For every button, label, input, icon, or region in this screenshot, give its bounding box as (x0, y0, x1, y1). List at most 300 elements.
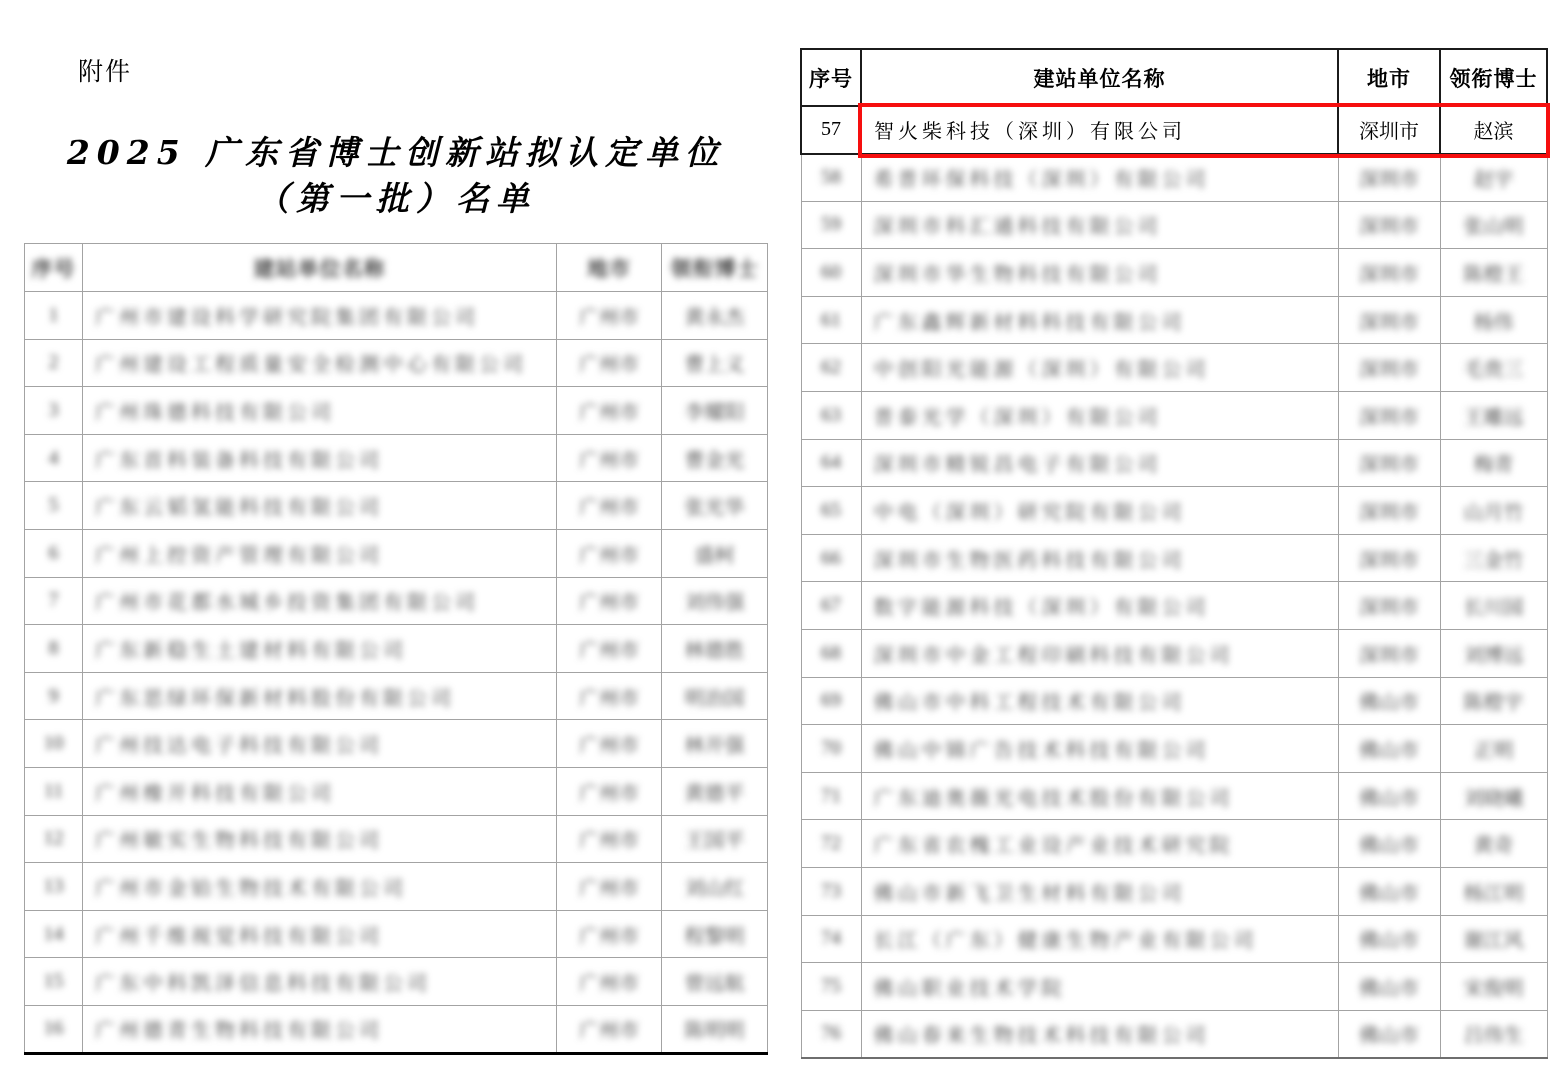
cell-doctor-text: 黄德平 (684, 782, 745, 805)
cell-city-text: 佛山市 (1359, 692, 1419, 715)
cell-no-text: 8 (48, 636, 59, 659)
table-row (801, 249, 1547, 297)
cell-name (861, 392, 1338, 440)
cell-city-text: 佛山市 (1359, 740, 1419, 763)
left-table-header-row (25, 244, 768, 292)
cell-doctor (662, 292, 768, 340)
cell-no (801, 820, 861, 868)
cell-city-text: 广州市 (579, 497, 639, 520)
cell-doctor (1440, 296, 1547, 344)
cell-no (25, 863, 83, 911)
cell-no (801, 344, 861, 392)
cell-city-text: 广州市 (579, 830, 639, 853)
cell-name (83, 815, 557, 863)
cell-name (861, 201, 1338, 249)
cell-no-text: 64 (821, 451, 841, 474)
cell-doctor-text: 王国平 (684, 830, 745, 853)
cell-doctor-text: 杨江明 (1463, 882, 1524, 905)
left-header-city: 地市 (557, 244, 662, 292)
cell-name (861, 772, 1338, 820)
cell-no (801, 154, 861, 202)
cell-name-text: 广东中科凯泽信息科技有限公司 (95, 973, 431, 996)
table-row (801, 439, 1547, 487)
cell-no (801, 725, 861, 773)
cell-no (801, 439, 861, 487)
left-header-unit-name: 建站单位名称 (83, 244, 557, 292)
cell-city-text: 佛山市 (1359, 882, 1419, 905)
cell-city (557, 387, 662, 435)
cell-name-text: 智火柴科技（深圳）有限公司 (874, 121, 1186, 144)
table-row (801, 582, 1547, 630)
cell-name (83, 910, 557, 958)
cell-name-text: 广州市金铂生物技术有限公司 (95, 877, 407, 900)
cell-name (861, 249, 1338, 297)
cell-city-text: 深圳市 (1359, 597, 1419, 620)
cell-name-text: 广东鑫辉新材料科技有限公司 (873, 311, 1186, 334)
cell-no (25, 482, 83, 530)
cell-doctor-text: 长川园 (1463, 597, 1524, 620)
cell-no (25, 529, 83, 577)
cell-name-text: 普泰光学（深圳）有限公司 (873, 406, 1162, 429)
cell-name-text: 广东迪奥薇光电技术股份有限公司 (873, 787, 1234, 810)
cell-doctor-text: 陈橙王 (1463, 264, 1524, 287)
cell-doctor-text: 曹上义 (684, 354, 745, 377)
cell-doctor-text: 林开强 (684, 735, 745, 758)
table-row (801, 1010, 1547, 1058)
cell-city-text: 广州市 (579, 1020, 639, 1043)
table-row (25, 863, 768, 911)
cell-city-text: 广州市 (579, 544, 639, 567)
cell-no (801, 630, 861, 678)
cell-city (1338, 487, 1440, 535)
cell-city-text: 广州市 (579, 449, 639, 472)
right-header-serial: 序号 (801, 49, 861, 106)
cell-city-text: 佛山市 (1359, 1025, 1419, 1048)
cell-no (25, 339, 83, 387)
cell-no-text: 1 (48, 303, 59, 326)
cell-doctor (1440, 201, 1547, 249)
cell-no (801, 963, 861, 1011)
cell-doctor-text: 陈橙宇 (1463, 692, 1524, 715)
table-row (801, 534, 1547, 582)
cell-city (1338, 963, 1440, 1011)
cell-city (1338, 677, 1440, 725)
cell-city-text: 深圳市 (1359, 121, 1419, 144)
cell-city (1338, 392, 1440, 440)
table-row (25, 815, 768, 863)
cell-city (1338, 772, 1440, 820)
cell-doctor (662, 720, 768, 768)
cell-no (801, 868, 861, 916)
cell-city (1338, 915, 1440, 963)
cell-city-text: 深圳市 (1359, 549, 1419, 572)
right-table-container (800, 48, 1546, 1059)
cell-city (557, 292, 662, 340)
cell-name-text: 佛山职业技术学院 (873, 977, 1066, 1000)
table-row (801, 725, 1547, 773)
cell-name-text: 广州橡开科技有限公司 (95, 782, 335, 805)
table-row (25, 1005, 768, 1053)
cell-doctor (1440, 582, 1547, 630)
cell-no (801, 582, 861, 630)
table-row (25, 577, 768, 625)
table-row (25, 292, 768, 340)
cell-no-text: 4 (48, 446, 59, 469)
cell-city-text: 广州市 (579, 401, 639, 424)
cell-no (801, 915, 861, 963)
cell-no (801, 487, 861, 535)
cell-doctor-text: 赵宇 (1473, 169, 1514, 192)
table-row (801, 820, 1547, 868)
document-title-line1: 2025 广东省博士创新站拟认定单位 (66, 133, 726, 172)
table-row (801, 868, 1547, 916)
cell-city-text: 广州市 (579, 782, 639, 805)
cell-name (861, 868, 1338, 916)
cell-doctor (662, 767, 768, 815)
cell-doctor (662, 482, 768, 530)
cell-name-text: 长江（广东）健康生物产业有限公司 (873, 930, 1258, 953)
right-table (800, 48, 1548, 1059)
cell-city-text: 广州市 (579, 592, 639, 615)
cell-no (25, 292, 83, 340)
cell-city (557, 672, 662, 720)
cell-name (861, 630, 1338, 678)
cell-doctor (662, 339, 768, 387)
cell-doctor-text: 吕伟生 (1463, 1025, 1524, 1048)
cell-city-text: 深圳市 (1359, 644, 1419, 667)
cell-city (557, 910, 662, 958)
cell-no-text: 74 (821, 927, 841, 950)
cell-name-text: 中创阳光能源（深圳）有限公司 (873, 359, 1210, 382)
cell-no-text: 58 (821, 166, 841, 189)
highlighted-row (801, 106, 1547, 154)
cell-city (1338, 249, 1440, 297)
cell-name (861, 534, 1338, 582)
table-row (801, 344, 1547, 392)
cell-city (1338, 820, 1440, 868)
cell-no (801, 296, 861, 344)
table-row (25, 720, 768, 768)
cell-no-text: 71 (821, 784, 841, 807)
cell-no (801, 106, 861, 154)
cell-city (557, 815, 662, 863)
table-row (25, 767, 768, 815)
cell-no (25, 720, 83, 768)
table-row (801, 487, 1547, 535)
cell-name-text: 佛山春来生物技术科技有限公司 (873, 1025, 1210, 1048)
cell-city-text: 深圳市 (1359, 216, 1419, 239)
cell-doctor-text: 赵滨 (1473, 121, 1514, 144)
table-row (25, 672, 768, 720)
cell-city-text: 广州市 (579, 354, 639, 377)
cell-name (83, 863, 557, 911)
cell-no-text: 62 (821, 356, 841, 379)
cell-city-text: 广州市 (579, 306, 639, 329)
cell-city-text: 佛山市 (1359, 977, 1419, 1000)
cell-no (25, 910, 83, 958)
cell-name (861, 344, 1338, 392)
cell-name (861, 1010, 1338, 1058)
cell-doctor-text: 杨伟 (1473, 311, 1514, 334)
cell-doctor (662, 387, 768, 435)
cell-doctor-text: 刘博远 (1463, 644, 1524, 667)
cell-name (83, 720, 557, 768)
cell-city-text: 深圳市 (1359, 264, 1419, 287)
cell-no-text: 73 (821, 879, 841, 902)
cell-name-text: 深圳市生物医药科技有限公司 (873, 549, 1186, 572)
cell-doctor (662, 529, 768, 577)
cell-name (861, 296, 1338, 344)
cell-name (861, 582, 1338, 630)
cell-doctor (1440, 392, 1547, 440)
cell-no-text: 6 (48, 541, 59, 564)
cell-no-text: 67 (821, 594, 841, 617)
cell-no (25, 815, 83, 863)
cell-doctor (1440, 534, 1547, 582)
right-header-city: 地市 (1338, 49, 1440, 106)
cell-no-text: 75 (821, 974, 841, 997)
cell-no (801, 249, 861, 297)
cell-city (1338, 868, 1440, 916)
cell-name-text: 广州千维视觉科技有限公司 (95, 925, 383, 948)
cell-name-text: 深圳市中金工程印刷科技有限公司 (873, 644, 1234, 667)
table-row (25, 958, 768, 1006)
table-row (25, 529, 768, 577)
cell-city (1338, 725, 1440, 773)
cell-city (557, 529, 662, 577)
cell-name-text: 希普环保科技（深圳）有限公司 (873, 169, 1210, 192)
cell-no (25, 625, 83, 673)
cell-no-text: 72 (821, 832, 841, 855)
table-row (801, 392, 1547, 440)
cell-no (801, 772, 861, 820)
cell-doctor-text: 黄奇 (1473, 835, 1514, 858)
left-header-doctor: 领衔博士 (662, 244, 768, 292)
cell-no-text: 9 (48, 684, 59, 707)
cell-name-text: 佛山市中科工程技术有限公司 (873, 692, 1186, 715)
cell-doctor (1440, 868, 1547, 916)
cell-doctor-text: 黄永杰 (684, 306, 745, 329)
cell-city (557, 577, 662, 625)
cell-doctor (1440, 487, 1547, 535)
cell-city-text: 广州市 (579, 973, 639, 996)
left-table (24, 243, 768, 1055)
cell-name-text: 广州市建设科学研究院集团有限公司 (95, 306, 479, 329)
cell-city (557, 767, 662, 815)
cell-no-text: 7 (48, 589, 59, 612)
cell-city-text: 广州市 (579, 687, 639, 710)
right-table-header-row (801, 49, 1547, 106)
table-row (25, 339, 768, 387)
cell-doctor-text: 三金竹 (1463, 549, 1524, 572)
cell-doctor (662, 910, 768, 958)
cell-no (801, 1010, 861, 1058)
cell-city (1338, 582, 1440, 630)
cell-name (861, 154, 1338, 202)
cell-no-text: 3 (48, 398, 59, 421)
cell-no-text: 14 (43, 922, 64, 945)
cell-doctor (1440, 820, 1547, 868)
cell-city-text: 深圳市 (1359, 359, 1419, 382)
cell-name-text: 广东首科装备科技有限公司 (95, 449, 383, 472)
cell-doctor (1440, 630, 1547, 678)
cell-doctor-text: 李耀阳 (684, 401, 745, 424)
cell-name-text: 广东新稳生土建材料有限公司 (95, 639, 407, 662)
cell-city-text: 佛山市 (1359, 787, 1419, 810)
cell-no-text: 63 (821, 403, 841, 426)
cell-city-text: 广州市 (579, 735, 639, 758)
cell-no-text: 13 (43, 874, 64, 897)
cell-no-text: 10 (43, 732, 64, 755)
cell-name (83, 292, 557, 340)
cell-doctor-text: 梅青 (1473, 454, 1514, 477)
cell-city-text: 广州市 (579, 925, 639, 948)
cell-name-text: 广州市花都水城乡投资集团有限公司 (95, 592, 479, 615)
cell-no-text: 66 (821, 546, 841, 569)
cell-no-text: 76 (821, 1022, 841, 1045)
right-header-unit-name: 建站单位名称 (861, 49, 1338, 106)
cell-name (861, 915, 1338, 963)
cell-doctor (662, 625, 768, 673)
cell-doctor (1440, 439, 1547, 487)
table-row (25, 387, 768, 435)
cell-name (83, 958, 557, 1006)
cell-city (557, 1005, 662, 1053)
cell-doctor (662, 577, 768, 625)
cell-name-text: 广州德青生物科技有限公司 (95, 1020, 383, 1043)
cell-no-text: 59 (821, 213, 841, 236)
cell-name (83, 529, 557, 577)
cell-no (25, 672, 83, 720)
table-row (801, 772, 1547, 820)
cell-no-text: 65 (821, 499, 841, 522)
cell-city (557, 958, 662, 1006)
cell-no (801, 677, 861, 725)
cell-no (25, 767, 83, 815)
cell-doctor-text: 刘山红 (684, 877, 745, 900)
cell-city (557, 863, 662, 911)
cell-doctor-text: 王雕远 (1463, 406, 1524, 429)
cell-doctor (1440, 106, 1547, 154)
cell-doctor-text: 程黎明 (684, 925, 745, 948)
cell-city-text: 佛山市 (1359, 835, 1419, 858)
cell-name-text: 广州技达电子科技有限公司 (95, 735, 383, 758)
document-title-line2: （第一批）名单 (256, 179, 536, 218)
cell-name-text: 数字能源科技（深圳）有限公司 (873, 597, 1210, 620)
cell-no (25, 958, 83, 1006)
cell-doctor-text: 张光华 (684, 497, 745, 520)
cell-no-text: 60 (821, 261, 841, 284)
cell-no-text: 57 (821, 118, 841, 141)
cell-city-text: 深圳市 (1359, 406, 1419, 429)
cell-city (1338, 630, 1440, 678)
cell-no-text: 11 (43, 779, 64, 802)
cell-name-text: 广东省农槐工业设产业技术研究院 (873, 835, 1234, 858)
cell-doctor-text: 刘晓曦 (1463, 787, 1524, 810)
cell-doctor (1440, 915, 1547, 963)
cell-name (861, 487, 1338, 535)
left-header-serial: 序号 (25, 244, 83, 292)
cell-doctor-text: 曹金光 (684, 449, 745, 472)
attachment-label: 附件 (78, 58, 133, 86)
cell-no-text: 70 (821, 737, 841, 760)
table-row (25, 910, 768, 958)
cell-doctor-text: 张山明 (1463, 216, 1524, 239)
cell-name (83, 339, 557, 387)
cell-doctor-text: 明治国 (684, 687, 745, 710)
cell-doctor (662, 1005, 768, 1053)
cell-name-text: 深圳市精锐昌电子有限公司 (873, 454, 1162, 477)
cell-doctor (662, 958, 768, 1006)
cell-no-text: 5 (48, 494, 59, 517)
cell-city (1338, 344, 1440, 392)
cell-name-text: 广州敏实生物科技有限公司 (95, 830, 383, 853)
cell-doctor (1440, 772, 1547, 820)
table-row (801, 915, 1547, 963)
cell-doctor-text: 正明 (1473, 740, 1514, 763)
cell-name-text: 广东云韬氢能科技有限公司 (95, 497, 383, 520)
cell-city (557, 625, 662, 673)
cell-city-text: 深圳市 (1359, 454, 1419, 477)
cell-doctor (1440, 1010, 1547, 1058)
cell-city (1338, 1010, 1440, 1058)
cell-name (83, 434, 557, 482)
cell-doctor-text: 毛贵三 (1463, 359, 1524, 382)
cell-doctor (1440, 677, 1547, 725)
cell-name-text: 广东思绿环保新材料股份有限公司 (95, 687, 455, 710)
cell-no (25, 434, 83, 482)
cell-name-text: 广州珠德科技有限公司 (95, 401, 335, 424)
cell-name-text: 深圳市科汇通科技有限公司 (873, 216, 1162, 239)
cell-no-text: 12 (43, 827, 64, 850)
cell-city-text: 广州市 (579, 877, 639, 900)
cell-name (83, 672, 557, 720)
cell-doctor-text: 山月竹 (1463, 502, 1524, 525)
table-row (801, 630, 1547, 678)
cell-name-text: 佛山市新飞卫生材料有限公司 (873, 882, 1186, 905)
cell-city (1338, 154, 1440, 202)
cell-city (557, 434, 662, 482)
cell-name (861, 439, 1338, 487)
cell-doctor-text: 盛柯 (694, 544, 735, 567)
cell-city (557, 339, 662, 387)
cell-no-text: 15 (43, 970, 64, 993)
cell-name (861, 725, 1338, 773)
cell-name (861, 820, 1338, 868)
table-row (801, 677, 1547, 725)
cell-no (25, 387, 83, 435)
cell-doctor-text: 曾远航 (684, 973, 745, 996)
cell-city-text: 深圳市 (1359, 502, 1419, 525)
cell-doctor (1440, 725, 1547, 773)
right-header-doctor: 领衔博士 (1440, 49, 1547, 106)
cell-no-text: 16 (43, 1017, 64, 1040)
cell-name (83, 387, 557, 435)
table-row (801, 201, 1547, 249)
cell-name (83, 625, 557, 673)
cell-doctor (1440, 249, 1547, 297)
cell-no (801, 534, 861, 582)
cell-name (83, 1005, 557, 1053)
document-title (40, 130, 752, 222)
cell-city (1338, 201, 1440, 249)
cell-city-text: 广州市 (579, 639, 639, 662)
cell-doctor (1440, 963, 1547, 1011)
cell-doctor-text: 刘伟强 (684, 592, 745, 615)
cell-no (25, 1005, 83, 1053)
cell-no (25, 577, 83, 625)
cell-name-text: 中电（深圳）研究院有限公司 (873, 502, 1186, 525)
